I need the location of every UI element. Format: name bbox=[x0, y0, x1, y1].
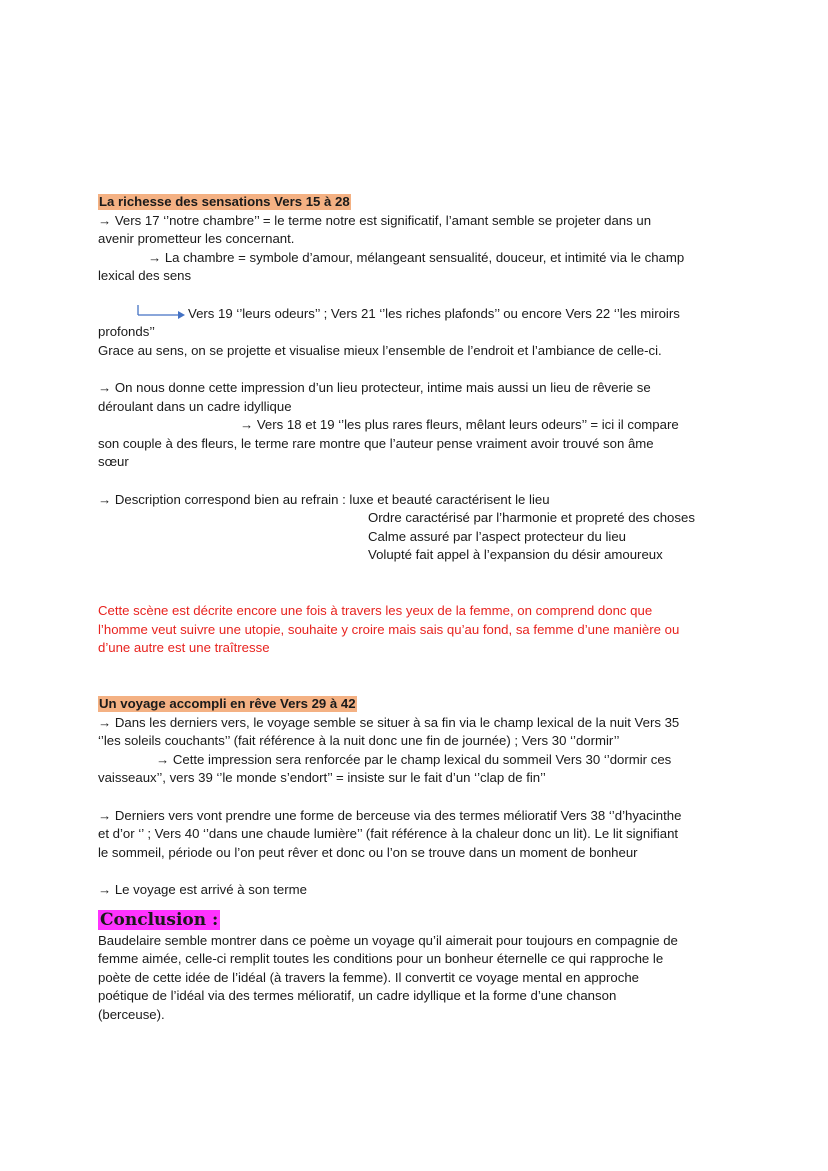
paragraph-line: avenir prometteur les concernant. bbox=[98, 231, 295, 247]
red-remark-line: Cette scène est décrite encore une fois à travers les yeux de la femme, on comprend donc que bbox=[98, 603, 653, 619]
paragraph-line: → Dans les derniers vers, le voyage semble se situer à sa fin via le champ lexical de la nuit Vers 35 bbox=[98, 714, 680, 730]
paragraph-line: Calme assuré par l’aspect protecteur du lieu bbox=[368, 528, 627, 544]
red-remark-line: d’une autre est une traîtresse bbox=[98, 640, 270, 656]
paragraph-line: → Cette impression sera renforcée par le champ lexical du sommeil Vers 30 ‘’dormir ces bbox=[156, 751, 672, 767]
paragraph-line: poète de cette idée de l’idéal (à travers la femme). Il convertit ce voyage mental en approche bbox=[98, 969, 639, 985]
bent-arrow-icon bbox=[98, 305, 188, 324]
red-remark-line: l’homme veut suivre une utopie, souhaite y croire mais sais qu’au fond, sa femme d’une manière ou bbox=[98, 621, 680, 637]
section-heading-row bbox=[98, 193, 738, 212]
paragraph-line: Grace au sens, on se projette et visualise mieux l’ensemble de l’endroit et l’ambiance de celle-ci. bbox=[98, 342, 662, 358]
section-heading-richesse: La richesse des sensations Vers 15 à 28 bbox=[99, 194, 350, 209]
paragraph-line: → Description correspond bien au refrain : luxe et beauté caractérisent le lieu bbox=[98, 491, 550, 507]
paragraph-line: vaisseaux’’, vers 39 ‘’le monde s’endort’’ = insiste sur le fait d’un ‘’clap de fin’’ bbox=[98, 770, 546, 786]
paragraph-line: ‘’les soleils couchants’’ (fait référence à la nuit donc une fin de journée) ; Vers 30 ‘’dormir’’ bbox=[98, 733, 620, 749]
document-page bbox=[98, 193, 738, 1025]
paragraph-line: → On nous donne cette impression d’un lieu protecteur, intime mais aussi un lieu de rêverie se bbox=[98, 379, 651, 395]
paragraph-line: le sommeil, période ou l’on peut rêver et donc ou l’on se trouve dans un moment de bonheur bbox=[98, 844, 638, 860]
paragraph-line: femme aimée, celle-ci remplit toutes les conditions pour un bonheur éternelle ce qui rapproche le bbox=[98, 951, 664, 967]
paragraph-line: son couple à des fleurs, le terme rare montre que l’auteur pense vraiment avoir trouvé son âme bbox=[98, 435, 654, 451]
paragraph-line: et d’or ‘’ ; Vers 40 ‘’dans une chaude lumière’’ (fait référence à la chaleur donc un lit). Le lit signifiant bbox=[98, 826, 679, 842]
paragraph-line: Vers 19 ‘’leurs odeurs’’ ; Vers 21 ‘’les riches plafonds’’ ou encore Vers 22 ‘’les miroirs bbox=[188, 305, 680, 321]
paragraph-line: Volupté fait appel à l’expansion du désir amoureux bbox=[368, 547, 663, 563]
paragraph-line: poétique de l’idéal via des termes mélioratif, un cadre idyllique et la forme d’une chanson bbox=[98, 988, 617, 1004]
paragraph-line: (berceuse). bbox=[98, 1006, 165, 1022]
conclusion-heading-row bbox=[98, 910, 738, 932]
paragraph-line: → Le voyage est arrivé à son terme bbox=[98, 881, 307, 897]
paragraph-line: → La chambre = symbole d’amour, mélangeant sensualité, douceur, et intimité via le champ bbox=[148, 249, 685, 265]
paragraph-line: Baudelaire semble montrer dans ce poème un voyage qu’il aimerait pour toujours en compagnie de bbox=[98, 932, 678, 948]
paragraph-line: déroulant dans un cadre idyllique bbox=[98, 398, 292, 414]
conclusion-heading: Conclusion : bbox=[100, 909, 219, 930]
arrow-line-row bbox=[98, 305, 738, 324]
paragraph-line: Ordre caractérisé par l’harmonie et propreté des choses bbox=[368, 510, 695, 526]
paragraph-line: → Vers 18 et 19 ‘’les plus rares fleurs, mêlant leurs odeurs’’ = ici il compare bbox=[240, 417, 679, 433]
paragraph-line: lexical des sens bbox=[98, 268, 192, 284]
paragraph-line: → Vers 17 ‘’notre chambre’’ = le terme notre est significatif, l’amant semble se projeter dans un bbox=[98, 212, 652, 228]
paragraph-line: profonds’’ bbox=[98, 324, 155, 340]
paragraph-line: → Derniers vers vont prendre une forme de berceuse via des termes mélioratif Vers 38 ‘’d’hyacinthe bbox=[98, 807, 682, 823]
section-heading-row bbox=[98, 695, 738, 714]
paragraph-line: sœur bbox=[98, 454, 129, 470]
section-heading-voyage: Un voyage accompli en rêve Vers 29 à 42 bbox=[99, 696, 356, 712]
